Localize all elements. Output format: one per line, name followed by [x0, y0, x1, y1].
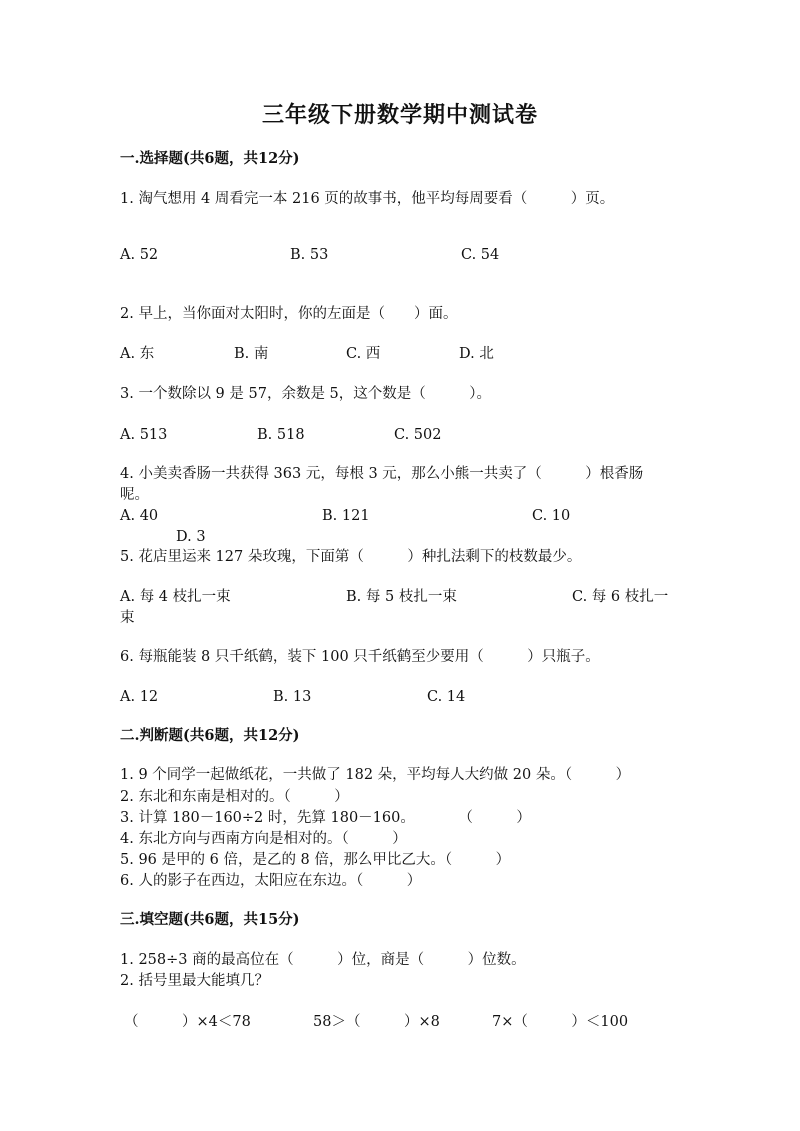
page-title: 三年级下册数学期中测试卷 — [261, 102, 538, 128]
question-stem: 1. 淘气想用 4 周看完一本 216 页的故事书，他平均每周要看（ ）页。 — [120, 191, 615, 207]
option-d: D. 3 — [176, 529, 206, 545]
option-d: D. 北 — [459, 346, 494, 362]
option-c: C. 每 6 枝扎一 — [572, 589, 669, 605]
option-a: A. 12 — [120, 689, 159, 705]
fill-in-blank: 7×（ ）＜100 — [492, 1014, 629, 1030]
judgment-item: 6. 人的影子在西边，太阳应在东边。（ ） — [120, 873, 422, 889]
option-c: C. 14 — [427, 689, 466, 705]
option-b: B. 南 — [234, 346, 269, 362]
section-header-judgment: 二.判断题(共6题，共12分) — [120, 727, 300, 744]
fill-in-question: 2. 括号里最大能填几？ — [120, 973, 269, 989]
option-b: B. 13 — [273, 689, 312, 705]
option-b: B. 每 5 枝扎一束 — [346, 589, 457, 605]
fill-in-blank: （ ）×4＜78 — [124, 1014, 251, 1030]
judgment-item: 2. 东北和东南是相对的。（ ） — [120, 789, 349, 805]
option-c: C. 502 — [394, 427, 442, 443]
option-c: C. 西 — [346, 346, 381, 362]
option-b: B. 121 — [322, 508, 370, 524]
option-a: A. 52 — [120, 247, 159, 263]
option-c: C. 10 — [532, 508, 571, 524]
question-stem: 4. 小美卖香肠一共获得 363 元，每根 3 元，那么小熊一共卖了（ ）根香肠 — [120, 466, 644, 482]
option-b: B. 53 — [290, 247, 329, 263]
judgment-item: 1. 9 个同学一起做纸花，一共做了 182 朵，平均每人大约做 20 朵。（ ） — [120, 767, 631, 783]
fill-in-blank: 58＞（ ）×8 — [313, 1014, 440, 1030]
option-a: A. 每 4 枝扎一束 — [120, 589, 231, 605]
question-stem: 3. 一个数除以 9 是 57，余数是 5，这个数是（ ）。 — [120, 386, 492, 402]
option-c-continued: 束 — [120, 610, 135, 626]
fill-in-question: 1. 258÷3 商的最高位在（ ）位，商是（ ）位数。 — [120, 952, 526, 968]
option-a: A. 513 — [120, 427, 168, 443]
section-header-choice: 一.选择题(共6题，共12分) — [120, 150, 300, 167]
question-stem: 6. 每瓶能装 8 只千纸鹤，装下 100 只千纸鹤至少要用（ ）只瓶子。 — [120, 649, 600, 665]
judgment-item: 5. 96 是甲的 6 倍，是乙的 8 倍，那么甲比乙大。（ ） — [120, 852, 511, 868]
option-a: A. 东 — [120, 346, 155, 362]
judgment-item: 3. 计算 180－160÷2 时，先算 180－160。 （ ） — [120, 810, 531, 826]
option-a: A. 40 — [120, 508, 159, 524]
option-b: B. 518 — [257, 427, 305, 443]
question-stem: 2. 早上，当你面对太阳时，你的左面是（ ）面。 — [120, 306, 458, 322]
question-stem-continued: 呢。 — [120, 487, 149, 503]
option-c: C. 54 — [461, 247, 500, 263]
judgment-item: 4. 东北方向与西南方向是相对的。（ ） — [120, 831, 407, 847]
question-stem: 5. 花店里运来 127 朵玫瑰，下面第（ ）种扎法剩下的枝数最少。 — [120, 549, 582, 565]
section-header-fill-in: 三.填空题(共6题，共15分) — [120, 911, 300, 928]
